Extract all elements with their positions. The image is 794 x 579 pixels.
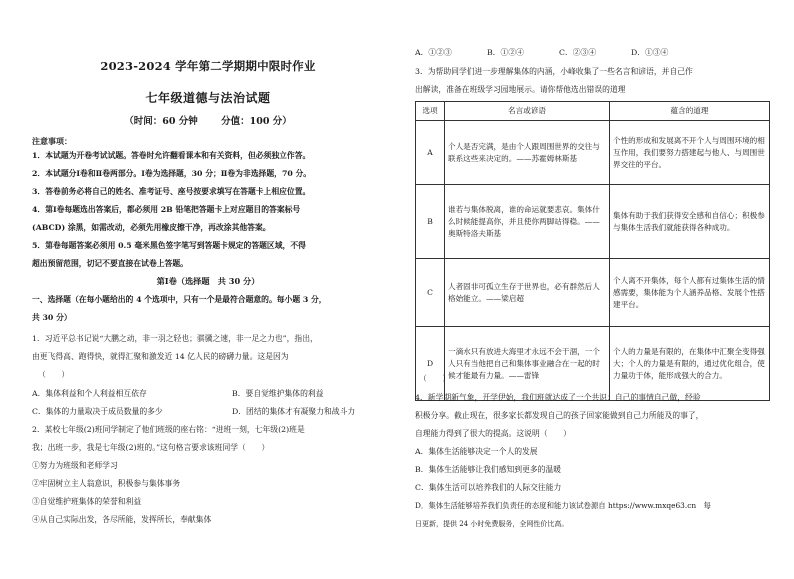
q3-row-reason: 个人的力量是有限的，在集体中汇聚全变得强大；个人的力量是有限的，通过优化组合，使力量功于体，能形成强大的合力。	[610, 327, 770, 401]
q2-item: ④从自己实际出发，各尽所能，发挥所长，奉献集体	[32, 515, 212, 524]
q2-item: ②牢固树立主人翁意识，积极参与集体事务	[32, 479, 181, 488]
q1-stem: 由更飞得高、跑得快，就得汇聚和激发近 14 亿人民的磅礴力量。这是因为	[32, 352, 289, 361]
notice-item: 4．第Ⅰ卷每题选出答案后，都必须用 2B 铅笔把答题卡上对应题目的答案标号	[32, 205, 301, 214]
notice-item: 超出预留范围，切记不要直接在试卷上答题。	[32, 259, 188, 268]
table-row	[416, 185, 770, 259]
q3-stem: 出解读，准备在班级学习园地展示。请你帮他选出错误的道理	[415, 85, 626, 94]
q4-option-d[interactable]: D．集体生活能够培养我们负责任的态度和能力该试卷源自 https://www.mxqe63.cn 每	[415, 501, 711, 510]
q3-stem: 3．为帮助同学们进一步理解集体的内涵，小峰收集了一些名言和谚语，并自己作	[415, 67, 693, 76]
q3-row-option: C	[416, 259, 445, 327]
section-intro: 共 30 分）	[32, 313, 72, 322]
notice-heading: 注意事项：	[32, 136, 72, 146]
notice-item: 1．本试题为开卷考试试题。答卷时允许翻看课本和有关资料，但必须独立作答。	[32, 151, 311, 160]
q1-option-d[interactable]: D．团结的集体才有凝聚力和战斗力	[232, 407, 356, 416]
notice-item: (ABCD) 涂黑，如需改动，必须先用橡皮擦干净，再改涂其他答案。	[32, 223, 271, 232]
table-row	[416, 327, 770, 401]
q4-stem: 自理能力得到了很大的提高。这说明（ ）	[415, 429, 571, 438]
q3-row-saying: 个人是否完满，是由个人跟周围世界的交往与联系这些来决定的。——苏霍姆林斯基	[445, 121, 610, 185]
q1-paren: （ ）	[38, 370, 70, 379]
q2-choice-c[interactable]: C．②③④	[559, 48, 597, 57]
section-intro: 一、选择题（在每小题给出的 4 个选项中，只有一个是最符合题意的。每小题 3 分，	[32, 295, 327, 304]
q3-table-header	[416, 102, 770, 121]
q4-option-c[interactable]: C．集体生活可以培养我们的人际交往能力	[415, 483, 562, 492]
notice-item: 3．答卷前务必将自己的姓名、准考证号、座号按要求填写在答题卡上相应位置。	[32, 187, 311, 196]
table-row	[416, 121, 770, 185]
q3-row-saying: 一滴水只有放进大海里才永远不会干涸，一个人只有当他把自己和集体事业融合在一起的时候才能最有力量。——雷锋	[445, 327, 610, 401]
q2-item: ③自觉维护班集体的荣誉和利益	[32, 497, 142, 506]
q4-option-b[interactable]: B．集体生活能够让我们感知到更多的温暖	[415, 465, 562, 474]
exam-time-score	[32, 113, 384, 127]
q3-row-saying: 谁若与集体脱离，谁的命运就要悲哀。集体什么时候能提高你，并且使你两脚站得稳。——奥斯特洛夫斯基	[445, 185, 610, 259]
q3-col-reason: 蕴含的道理	[610, 102, 770, 121]
q3-paren: （ ）	[419, 374, 451, 383]
q1-option-c[interactable]: C．集体的力量取决于成员数量的多少	[32, 407, 163, 416]
q1-stem: 1．习近平总书记说“大鹏之动，非一羽之轻也；骐骥之速，非一足之力也”，指出，	[32, 334, 318, 343]
exam-time: （时间：60 分钟	[124, 116, 198, 127]
q2-choice-b[interactable]: B．①②④	[487, 48, 524, 57]
q4-stem: 积极分享。截止现在，很多家长都发现自己的孩子回家能做到自己力所能及的事了，	[415, 411, 704, 420]
q3-row-option: D	[416, 327, 445, 401]
exam-score: 分值：100 分）	[221, 116, 292, 127]
q2-choices	[415, 47, 668, 58]
q2-choice-d[interactable]: D．①③④	[631, 48, 669, 57]
q1-option-a[interactable]: A．集体利益和个人利益相互依存	[32, 389, 147, 398]
exam-subtitle: 七年级道德与法治试题	[145, 91, 271, 105]
q2-stem: 我；出班一步，我是七年级(2)班的。”这句格言要求该班同学（ ）	[32, 443, 270, 452]
q2-item: ①努力为班级和老师学习	[32, 461, 118, 470]
q3-row-saying: 人者固非可孤立生存于世界也，必有群然后人格始能立。——梁启超	[445, 259, 610, 327]
exam-title: 2023-2024 学年第二学期期中限时作业	[100, 59, 316, 73]
notice-item: 5．第卷每题答案必须用 0.5 毫米黑色签字笔写到答题卡规定的答题区域，不得	[32, 241, 306, 250]
q2-choice-a[interactable]: A．①②③	[415, 48, 452, 57]
q3-row-option: B	[416, 185, 445, 259]
q1-options-row2	[32, 406, 355, 417]
q3-row-reason: 个性的形成和发展离不开个人与周围环境的相互作用，我们要努力搭建起与他人、与周围世界交往的平台。	[610, 121, 770, 185]
table-row	[416, 259, 770, 327]
q3-row-reason: 个人离不开集体，每个人都有过集体生活的情感需要，集体能为个人涵养品格、发展个性搭建平台。	[610, 259, 770, 327]
q1-option-b[interactable]: B．要自觉维护集体的利益	[232, 389, 324, 398]
notice-item: 2．本试题分Ⅰ卷和Ⅱ卷两部分。Ⅰ卷为选择题，30 分；Ⅱ卷为非选择题，70 分。	[32, 169, 312, 178]
q4-footer-note: 日更新，提供 24 小时免费服务，全网性价比高。	[415, 520, 569, 528]
q3-col-option: 选项	[416, 102, 445, 121]
q4-option-a[interactable]: A．集体生活能够决定一个人的发展	[415, 447, 538, 456]
q4-stem: 4．新学期新气象，开学伊始，我们班就达成了一个共识：自己的事情自己做，经验	[415, 393, 701, 402]
q3-col-saying: 名言或谚语	[445, 102, 610, 121]
q3-row-option: A	[416, 121, 445, 185]
section-title: 第Ⅰ卷（选择题 共 30 分）	[156, 276, 260, 286]
q1-options-row1	[32, 388, 324, 399]
q2-stem: 2．某校七年级(2)班同学制定了他们班级的座右铭：“进班一刻，七年级(2)班是	[32, 425, 305, 434]
q3-row-reason: 集体有助于我们获得安全感和自信心；积极参与集体生活我们就能获得各种成功。	[610, 185, 770, 259]
q3-table	[415, 101, 770, 401]
